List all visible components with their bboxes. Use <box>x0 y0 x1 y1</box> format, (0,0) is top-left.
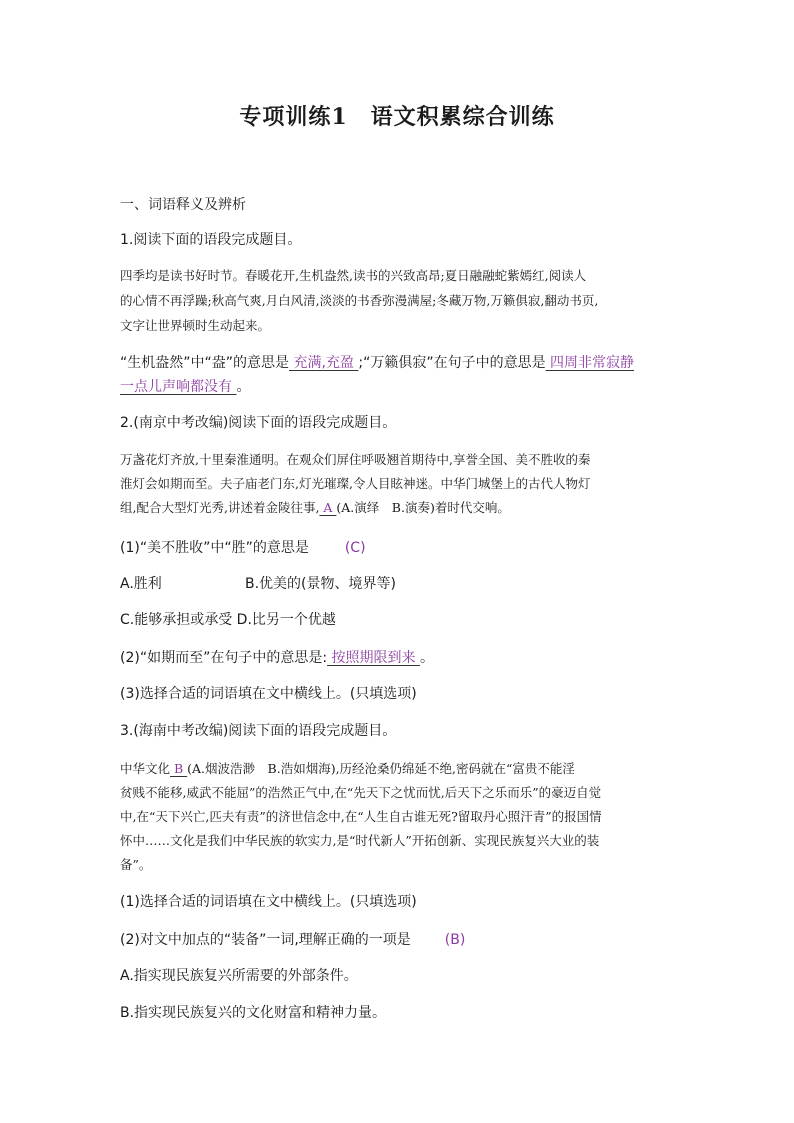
q3-sub2-text: (2)对文中加点的“装备”一词,理解正确的一项是 <box>120 932 411 948</box>
q1-answer-end: 。 <box>236 379 251 395</box>
q3-sub1: (1)选择合适的词语填在文中横线上。(只填选项) <box>120 894 417 910</box>
q1-passage-line-1: 四季均是读书好时节。春暖花开,生机盎然,读书的兴致高昂;夏日融融蛇紫嫣红,阅读人 <box>120 268 587 283</box>
q2-option-b: B.优美的(景物、境界等) <box>245 576 396 592</box>
q1-answer-line-1 <box>120 352 634 372</box>
q2-sub2 <box>120 647 434 667</box>
q2-options-row-1 <box>120 573 396 593</box>
q3-passage-blank: B <box>170 761 188 776</box>
q3-passage-line-2: 贫贱不能移,威武不能屈”的浩然正气中,在“先天下之忧而忧,后天下之乐而乐”的豪迈自觉 <box>120 785 602 800</box>
q3-passage-line-3: 中,在“天下兴亡,匹夫有责”的济世信念中,在“人生自古谁无死?留取丹心照汗青”的报国情 <box>120 809 602 824</box>
q1-answer-2a: 四周非常寂静 <box>545 355 635 371</box>
q1-passage-line-3: 文字让世界顿时生动起来。 <box>120 318 271 333</box>
q2-sub2-end: 。 <box>419 650 434 666</box>
q1-answer-1: 充满,充盈 <box>289 355 359 371</box>
q2-sub1 <box>120 537 366 557</box>
q2-prompt: 2.(南京中考改编)阅读下面的语段完成题目。 <box>120 415 397 431</box>
q3-option-b: B.指实现民族复兴的文化财富和精神力量。 <box>120 1005 387 1021</box>
q2-sub3: (3)选择合适的词语填在文中横线上。(只填选项) <box>120 686 417 702</box>
q2-passage-line-3 <box>120 498 510 516</box>
q3-prompt: 3.(海南中考改编)阅读下面的语段完成题目。 <box>120 723 397 739</box>
q1-prompt: 1.阅读下面的语段完成题目。 <box>120 232 302 248</box>
q2-passage-line-1: 万盏花灯齐放,十里秦淮通明。在观众们屏住呼吸翘首期待中,享誉全国、美不胜收的秦 <box>120 452 591 467</box>
q3-sub2 <box>120 929 465 949</box>
q1-answer-line-2 <box>120 376 250 396</box>
q2-sub2-answer: 按照期限到来 <box>327 650 420 666</box>
q2-passage-line-3-text: 组,配合大型灯光秀,讲述着金陵往事, <box>120 500 320 515</box>
q2-passage-blank: A <box>319 500 337 515</box>
q2-passage-line-2: 淮灯会如期而至。夫子庙老门东,灯光璀璨,令人目眩神迷。中华门城堡上的古代人物灯 <box>120 476 591 491</box>
q2-option-a: A.胜利 <box>120 576 162 592</box>
q3-passage-post: (A.烟波浩渺 B.浩如烟海),历经沧桑仍绵延不绝,密码就在“富贵不能淫 <box>187 761 575 776</box>
q1-passage-line-2: 的心情不再浮躁;秋高气爽,月白风清,淡淡的书香弥漫满屋;冬藏万物,万籁俱寂,翻动书页, <box>120 293 599 308</box>
q1-answer-mid: ;“万籁俱寂”在句子中的意思是 <box>358 355 546 371</box>
q3-passage-line-1 <box>120 759 575 777</box>
q2-sub1-answer: (C) <box>344 540 366 556</box>
q2-passage-tail: (A.演绎 B.演奏)着时代交响。 <box>336 500 510 515</box>
q3-passage-pre: 中华文化 <box>120 761 171 776</box>
q2-options-row-2: C.能够承担或承受 D.比另一个优越 <box>120 612 336 628</box>
page-title: 专项训练1 语文积累综合训练 <box>239 104 555 130</box>
q3-passage-line-5: 备”。 <box>120 857 152 872</box>
q1-answer-prefix: “生机盎然”中“盎”的意思是 <box>120 355 290 371</box>
q3-passage-line-4: 怀中……文化是我们中华民族的软实力,是“时代新人”开拓创新、实现民族复兴大业的装 <box>120 833 600 848</box>
section-heading: 一、词语释义及辨析 <box>120 197 246 213</box>
q3-sub2-answer: (B) <box>444 932 466 948</box>
q3-option-a: A.指实现民族复兴所需要的外部条件。 <box>120 968 358 984</box>
q2-sub1-text: (1)“美不胜收”中“胜”的意思是 <box>120 540 309 556</box>
q1-answer-2b: 一点儿声响都没有 <box>120 379 237 395</box>
q2-sub2-text: (2)“如期而至”在句子中的意思是: <box>120 650 328 666</box>
